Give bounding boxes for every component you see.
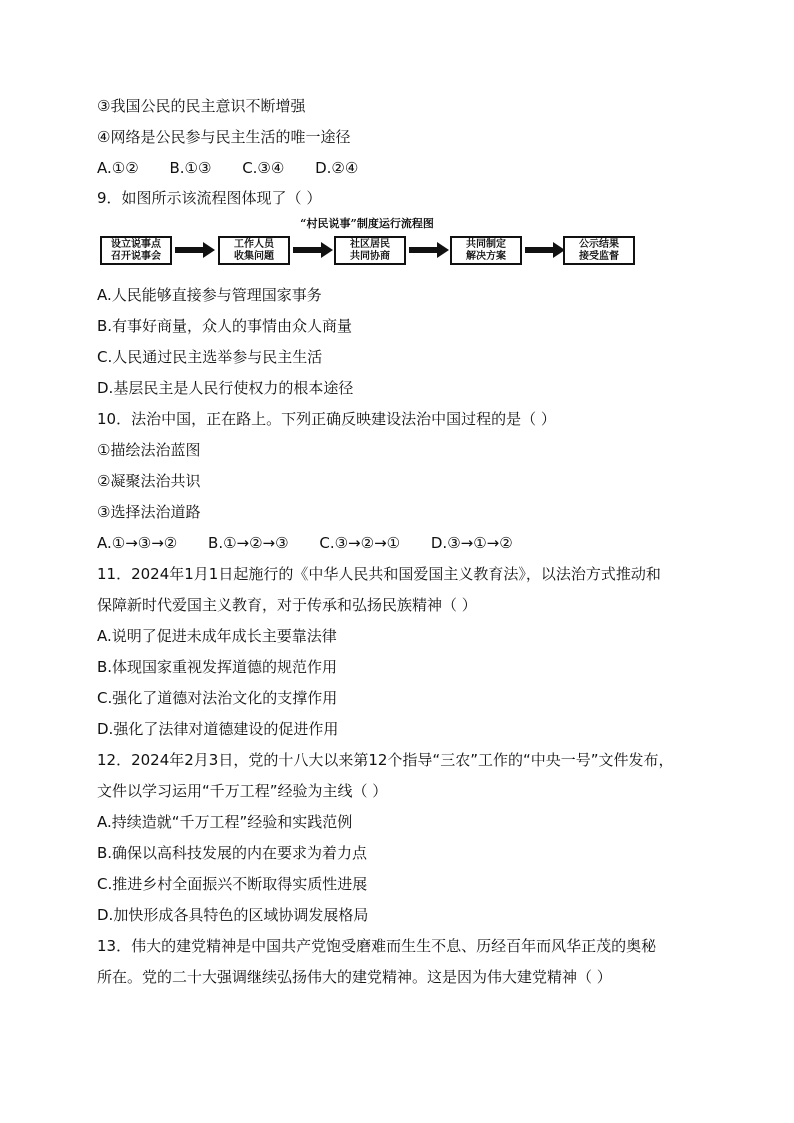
flow-step-1 [100,236,172,265]
q11-stem-line-1: 11．2024年1月1日起施行的《中华人民共和国爱国主义教育法》，以法治方式推动和 [97,565,661,583]
q12-option-c[interactable]: C.推进乡村全面振兴不断取得实质性进展 [97,875,368,893]
q10-statement-3: ③选择法治道路 [97,503,201,521]
q12-option-b[interactable]: B.确保以高科技发展的内在要求为着力点 [97,844,368,862]
q10-option-d[interactable]: D.③→①→② [430,534,513,552]
q8-option-c[interactable]: C.③④ [242,159,285,177]
arrow-right-icon [525,242,565,258]
q8-option-a[interactable]: A.①② [97,159,139,177]
q10-options [97,533,539,553]
q8-option-b[interactable]: B.①③ [169,159,212,177]
q11-stem-line-2: 保障新时代爱国主义教育，对于传承和弘扬民族精神（ ） [97,596,477,614]
q10-stem: 10．法治中国，正在路上。下列正确反映建设法治中国过程的是（ ） [97,410,556,428]
q11-option-d[interactable]: D.强化了法律对道德建设的促进作用 [97,720,339,738]
q12-option-d[interactable]: D.加快形成各具特色的区域协调发展格局 [97,906,369,924]
flow-step-4-line-2: 解决方案 [466,251,506,262]
q10-option-a[interactable]: A.①→③→② [97,534,178,552]
q8-option-d[interactable]: D.②④ [315,159,359,177]
flow-step-1-line-2: 召开说事会 [111,251,161,262]
q13-stem-line-2: 所在。党的二十大强调继续弘扬伟大的建党精神。这是因为伟大建党精神（ ） [97,968,612,986]
q9-option-b[interactable]: B.有事好商量，众人的事情由众人商量 [97,317,353,335]
flow-step-4-line-1: 共同制定 [466,239,506,250]
arrow-right-icon [409,242,449,258]
q8-statement-3: ③我国公民的民主意识不断增强 [97,97,306,115]
flow-step-1-line-1: 设立说事点 [111,239,161,250]
flow-step-5-line-2: 接受监督 [579,251,619,262]
flow-step-3-line-1: 社区居民 [350,239,390,250]
q12-stem-line-2: 文件以学习运用“千万工程”经验为主线（ ） [97,782,388,800]
arrow-right-icon [175,242,215,258]
q8-options [97,158,384,178]
flow-step-3 [334,236,406,265]
flow-step-3-line-2: 共同协商 [350,251,390,262]
arrow-right-icon [293,242,333,258]
q10-statement-1: ①描绘法治蓝图 [97,441,201,459]
q13-stem-line-1: 13．伟大的建党精神是中国共产党饱受磨难而生生不息、历经百年而风华正茂的奥秘 [97,937,657,955]
flow-step-4 [450,236,522,265]
q10-statement-2: ②凝聚法治共识 [97,472,201,490]
flow-step-5 [563,236,635,265]
flow-step-5-line-1: 公示结果 [579,239,619,250]
flow-step-2-line-1: 工作人员 [234,239,274,250]
q11-option-a[interactable]: A.说明了促进未成年成长主要靠法律 [97,627,337,645]
q9-option-a[interactable]: A.人民能够直接参与管理国家事务 [97,286,322,304]
flow-step-2 [218,236,290,265]
q11-option-b[interactable]: B.体现国家重视发挥道德的规范作用 [97,658,338,676]
q8-statement-4: ④网络是公民参与民主生活的唯一途径 [97,128,351,146]
flow-step-2-line-2: 收集问题 [234,251,274,262]
q9-option-c[interactable]: C.人民通过民主选举参与民主生活 [97,348,323,366]
q12-option-a[interactable]: A.持续造就“千万工程”经验和实践范例 [97,813,353,831]
flowchart-title: “村民说事”制度运行流程图 [300,217,434,230]
q9-option-d[interactable]: D.基层民主是人民行使权力的根本途径 [97,379,354,397]
q11-option-c[interactable]: C.强化了道德对法治文化的支撑作用 [97,689,338,707]
q9-stem: 9．如图所示该流程图体现了（ ） [97,189,322,207]
q10-option-b[interactable]: B.①→②→③ [208,534,289,552]
q10-option-c[interactable]: C.③→②→① [319,534,401,552]
q12-stem-line-1: 12．2024年2月3日，党的十八大以来第12个指导“三农”工作的“中央一号”文件发布， [97,751,674,769]
flowchart [97,215,637,269]
